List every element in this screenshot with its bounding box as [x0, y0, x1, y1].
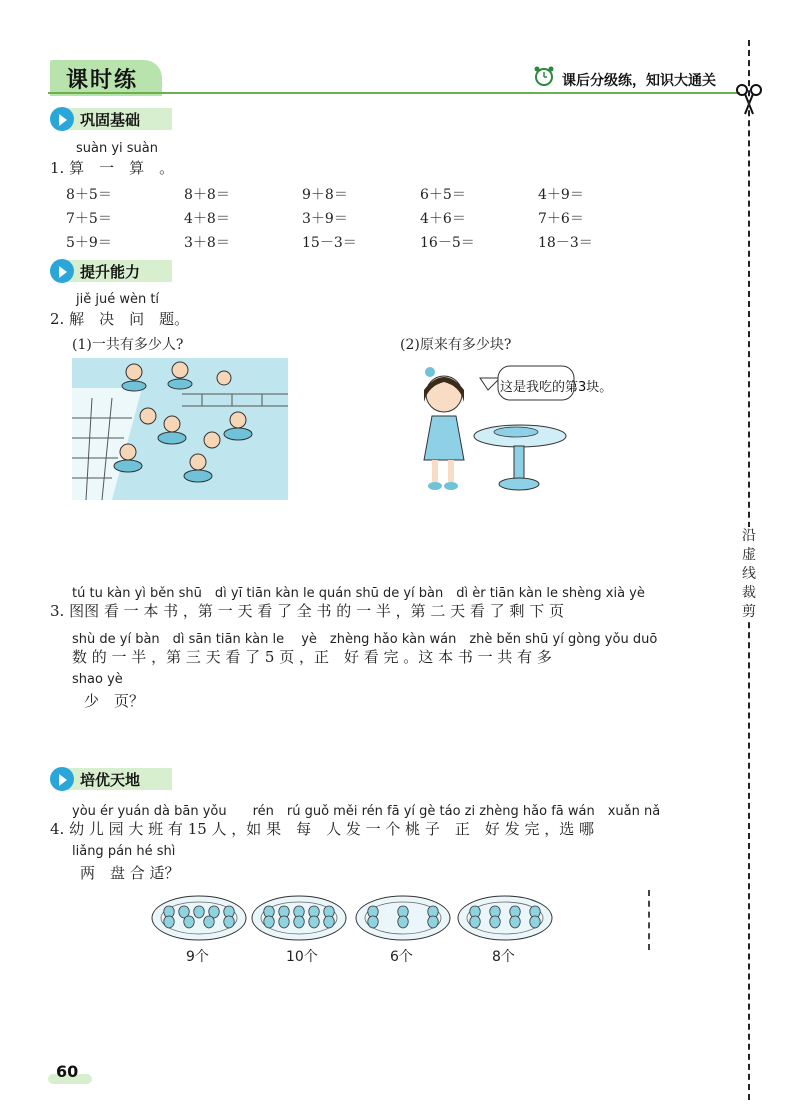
peach-plate	[354, 888, 452, 944]
equation: 9＋8＝	[302, 187, 348, 203]
q2-sub1: (1)一共有多少人?	[72, 337, 184, 353]
plate-count-label: 8个	[492, 949, 515, 965]
peach-icon	[368, 916, 379, 928]
equation: 16－5＝	[420, 235, 475, 251]
equation: 7＋5＝	[66, 211, 112, 227]
cut-instruction: 沿虚线裁剪	[742, 528, 756, 620]
plate-count-label: 9个	[186, 949, 209, 965]
peach-icon	[184, 916, 195, 928]
peach-icon	[164, 916, 175, 928]
swimming-pool-illustration	[72, 358, 288, 500]
peach-icon	[309, 916, 320, 928]
peach-icon	[530, 916, 541, 928]
answer-line	[648, 890, 650, 950]
equation: 4＋9＝	[538, 187, 584, 203]
q1-pinyin: suàn yi suàn	[76, 141, 159, 156]
peach-icon	[510, 916, 521, 928]
q3-text-line2: 数 的 一 半 ，第 三 天 看 了 5 页 ，正 好 看 完 。这 本 书 一 共 有 多	[72, 648, 552, 666]
equation: 15－3＝	[302, 235, 357, 251]
speech-bubble-text: 这是我吃的第3块。	[500, 380, 613, 395]
peach-icon	[324, 916, 335, 928]
q2-pinyin: jiě jué wèn tí	[76, 292, 160, 307]
equation: 5＋9＝	[66, 235, 112, 251]
equation: 7＋6＝	[538, 211, 584, 227]
q3-pinyin-line1: tú tu kàn yì běn shū dì yī tiān kàn le quán shū de yí bàn dì èr tiān kàn le shèng xià yè	[72, 586, 645, 601]
equation: 8＋5＝	[66, 187, 112, 203]
peach-icon	[194, 906, 205, 918]
equation: 18－3＝	[538, 235, 593, 251]
plate-count-label: 6个	[390, 949, 413, 965]
peach-icon	[204, 916, 215, 928]
peach-icon	[279, 916, 290, 928]
peach-icon	[470, 916, 481, 928]
plate-count-label: 10个	[286, 949, 318, 965]
page-title: 课时练	[66, 68, 139, 93]
q2-sub2: (2)原来有多少块?	[400, 337, 512, 353]
peach-icon	[428, 916, 439, 928]
peach-icon	[398, 916, 409, 928]
q4-text-line1: 4. 幼 儿 园 大 班 有 15 人 ，如 果 每 人 发 一 个 桃 子 正 好 发 完 ，选 哪	[50, 820, 594, 838]
q3-text-line1: 3. 图图 看 一 本 书 ，第 一 天 看 了 全 书 的 一 半 ，第 二 天 看 了 剩 下 页	[50, 602, 564, 620]
peach-icon	[264, 916, 275, 928]
peach-plate	[456, 888, 554, 944]
peach-icon	[224, 916, 235, 928]
header-rule	[48, 92, 740, 94]
alarm-clock-icon	[532, 64, 556, 88]
q4-text-line2: 两 盘 合 适？	[80, 864, 180, 882]
q4-pinyin-line2: liǎng pán hé shì	[72, 844, 176, 859]
q1-title: 1. 算 一 算 。	[50, 159, 175, 177]
peach-plate	[150, 888, 248, 944]
equation: 6＋5＝	[420, 187, 466, 203]
equation: 4＋6＝	[420, 211, 466, 227]
equation: 3＋9＝	[302, 211, 348, 227]
peach-icon	[294, 916, 305, 928]
peach-icon	[490, 916, 501, 928]
equation: 8＋8＝	[184, 187, 230, 203]
header-slogan: 课后分级练，知识大通关	[562, 73, 716, 89]
equation: 4＋8＝	[184, 211, 230, 227]
q4-pinyin-line1: yòu ér yuán dà bān yǒu rén rú guǒ měi rén fā yí gè táo zi zhèng hǎo fā wán xuǎn nǎ	[72, 804, 661, 819]
peach-plate	[250, 888, 348, 944]
q3-pinyin-line2: shù de yí bàn dì sān tiān kàn le yè zhèng hǎo kàn wán zhè běn shū yí gòng yǒu duō	[72, 632, 658, 647]
q3-pinyin-line3: shao yè	[72, 672, 123, 687]
q2-title: 2. 解 决 问 题。	[50, 310, 190, 328]
equation: 3＋8＝	[184, 235, 230, 251]
q3-text-line3: 少 页？	[84, 692, 145, 710]
page-number: 60	[56, 1062, 79, 1081]
